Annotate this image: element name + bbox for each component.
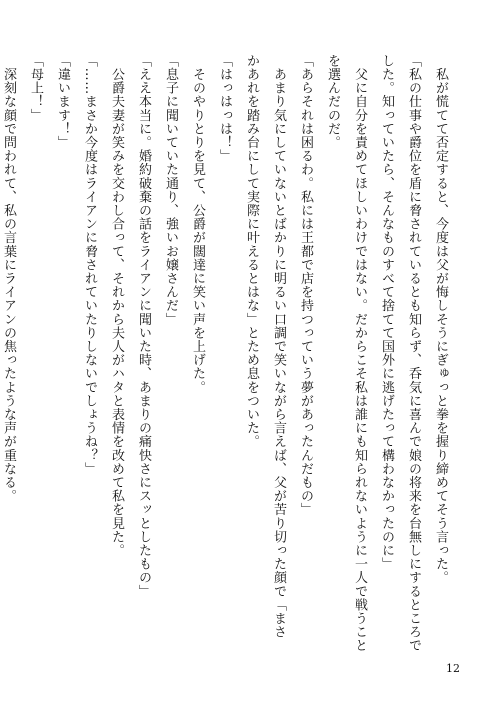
text-line: を選んだのだ。: [325, 54, 340, 150]
text-line: 父に自分を責めてほしいわけではない。だからこそ私は誰にも知られないように一人で戦うこと: [352, 54, 367, 653]
text-line: あまり気にしていないとばかりに明るい口調で笑いながら言えば、父が苦り切った顔で「まさ: [271, 54, 286, 639]
text-line: 深刻な顔で問われて、私の言葉にライアンの焦ったような声が重なる。: [1, 54, 16, 503]
text-line: 私が慌てて否定すると、今度は父が悔しそうにぎゅっと拳を握り締めてそう言った。: [433, 54, 448, 585]
text-line: 「息子に聞いていた通り、強いお嬢さんだ」: [163, 54, 178, 326]
text-line: そのやりとりを見て、公爵が闊達に笑い声を上げた。: [190, 54, 205, 394]
text-line: 「母上！」: [28, 54, 43, 122]
text-line: 公爵夫妻が笑みを交わし合って、それから夫人がハタと表情を改めて私を見た。: [109, 54, 124, 558]
text-line: した。知っていたら、そんなものすべて捨てて国外に逃げたって構わなかったのに」: [379, 54, 394, 571]
text-line: 「はっはっは！」: [217, 54, 232, 163]
text-line: 「違います！」: [55, 54, 70, 150]
text-line: 「ええ本当に。婚約破棄の話をライアンに聞いた時、あまりの痛快さにスッとしたもの」: [136, 54, 151, 598]
text-line: 「私の仕事や爵位を盾に脅されているとも知らず、呑気に喜んで娘の将来を台無しにするところで: [406, 54, 421, 653]
text-line: 「……まさか今度はライアンに脅されていたりしないでしょうね？」: [82, 54, 97, 476]
text-line: 「あらそれは困るわ。私には王都で店を持つっていう夢があったんだもの」: [298, 54, 313, 517]
text-line: かあれを踏み台にして実際に叶えるとはな」とため息をついた。: [244, 54, 259, 449]
vertical-text-block: [0, 54, 454, 654]
page-number: 12: [446, 662, 460, 675]
